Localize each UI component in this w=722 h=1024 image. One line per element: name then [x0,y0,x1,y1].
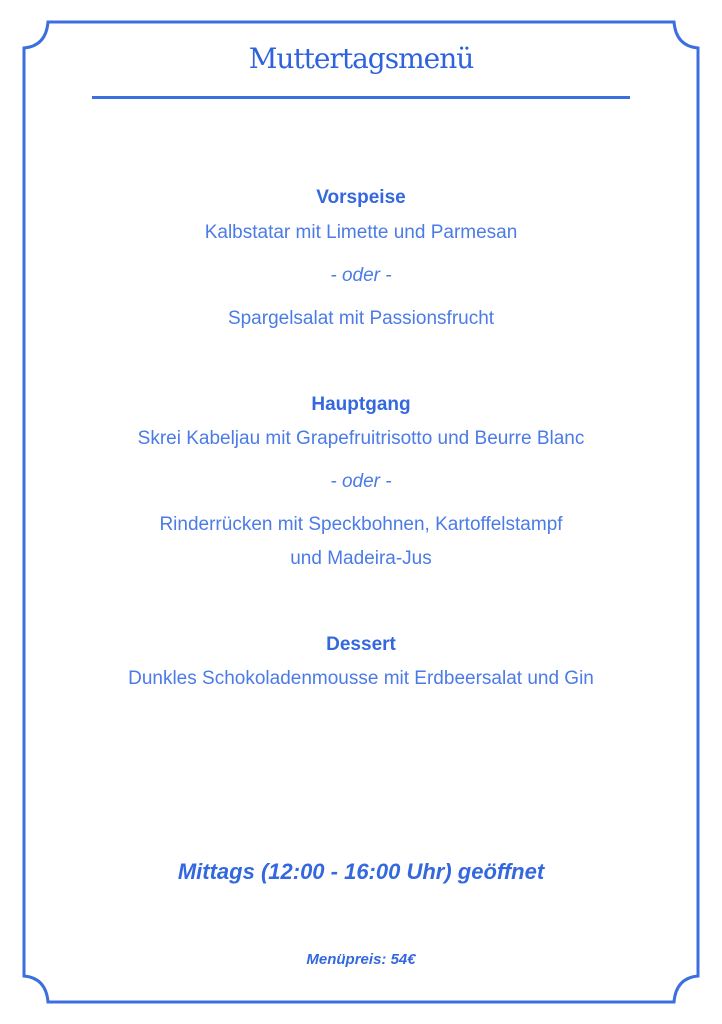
dish-item: Kalbstatar mit Limette und Parmesan [204,222,518,243]
or-separator: - oder - [330,471,392,492]
menu-price: Menüpreis: 54€ [306,951,416,968]
dish-item: Skrei Kabeljau mit Grapefruitrisotto und Beurre Blanc [137,428,585,449]
or-separator: - oder - [330,265,392,286]
dish-item: Dunkles Schokoladenmousse mit Erdbeersalat und Gin [128,668,594,689]
dish-item: Rinderrücken mit Speckbohnen, Kartoffelstampf [159,514,563,535]
dish-item-continued: und Madeira-Jus [290,548,432,569]
dish-item: Spargelsalat mit Passionsfrucht [227,308,495,329]
section-heading-dessert: Dessert [326,634,396,655]
section-heading-vorspeise: Vorspeise [316,187,406,208]
section-heading-hauptgang: Hauptgang [311,394,411,415]
menu-title: Muttertagsmenü [248,42,474,75]
opening-hours: Mittags (12:00 - 16:00 Uhr) geöffnet [177,859,545,884]
title-divider [92,96,630,99]
